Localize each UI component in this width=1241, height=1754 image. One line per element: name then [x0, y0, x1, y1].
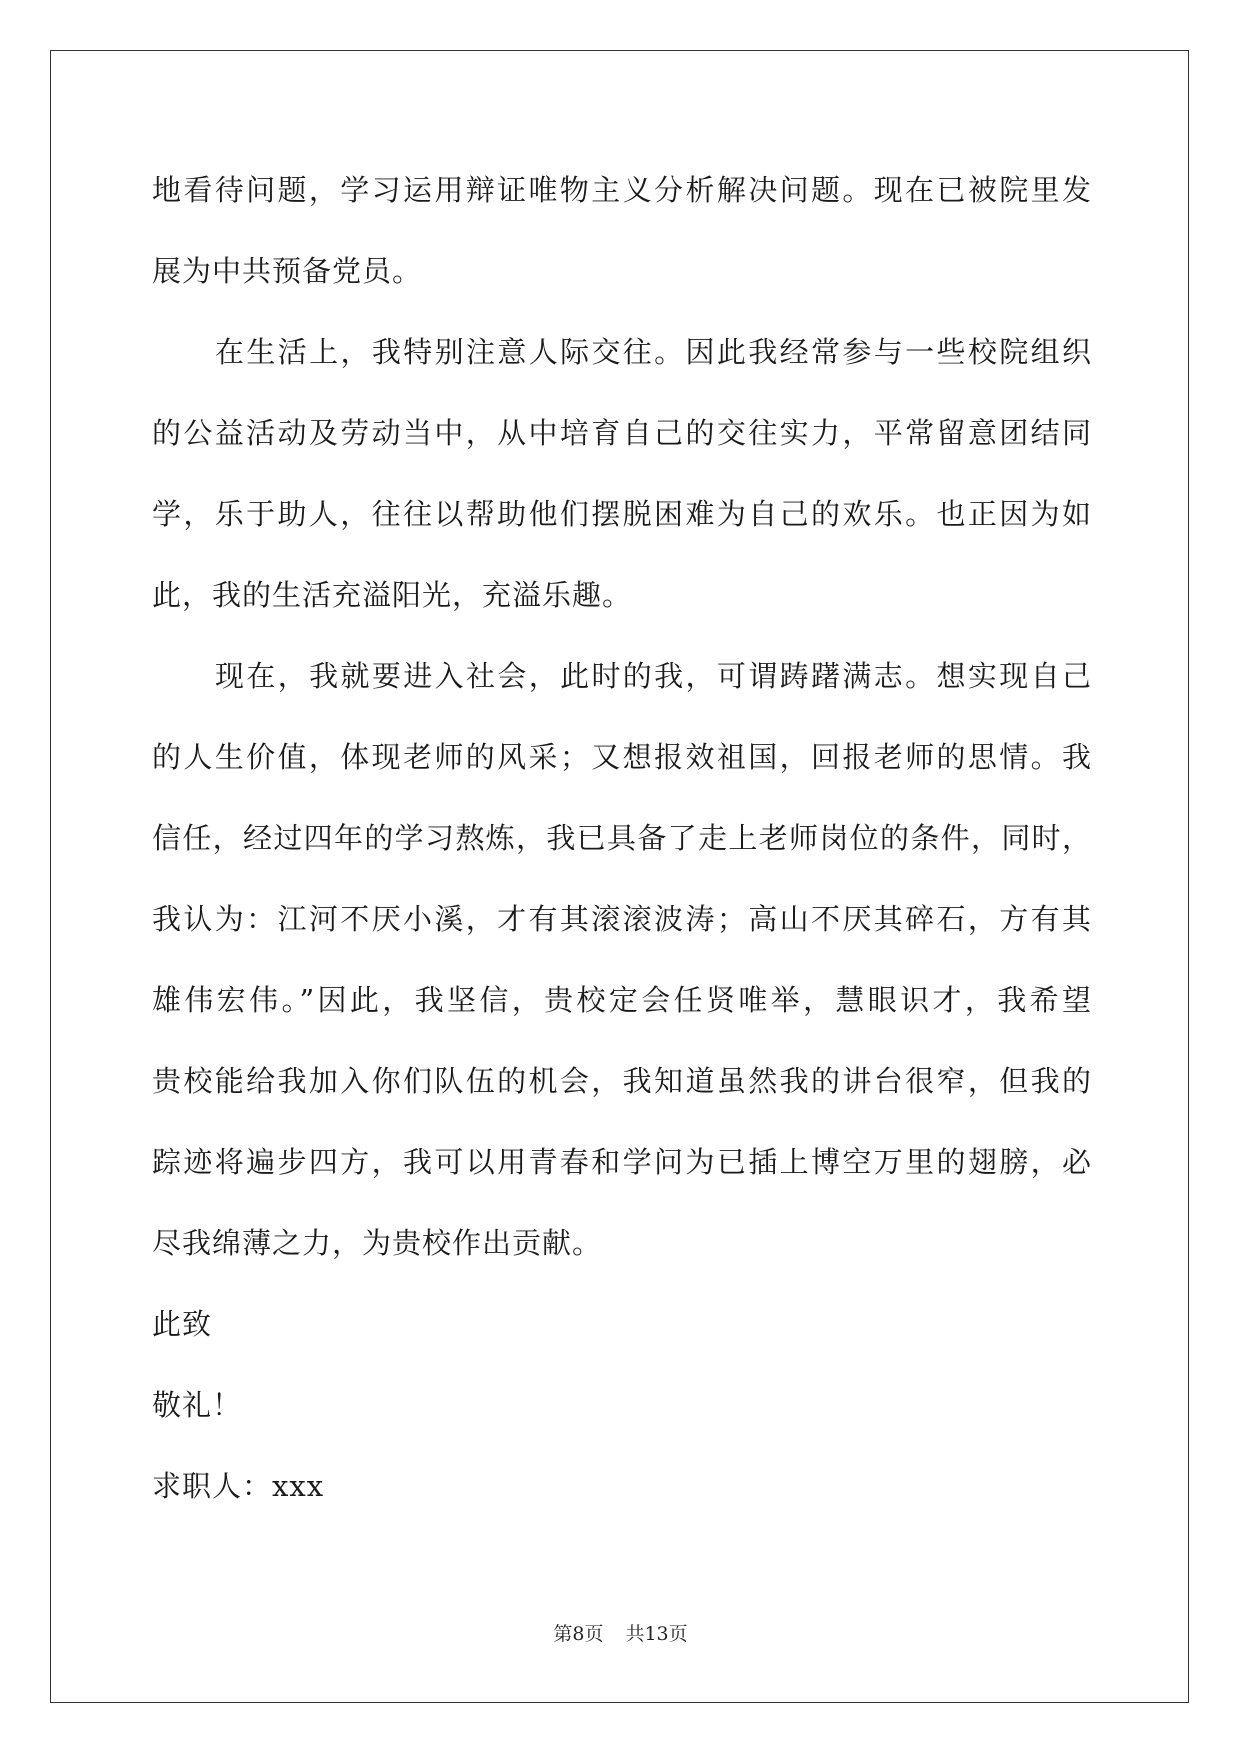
body-line-13: 踪迹将遍步四方，我可以用青春和学问为已插上博空万里的翅膀，必 [152, 1145, 1092, 1179]
body-line-10: 我认为：江河不厌小溪，才有其滚滚波涛；高山不厌其碎石，方有其 [152, 902, 1092, 936]
body-line-7: 现在，我就要进入社会，此时的我，可谓踌躇满志。想实现自己 [215, 659, 1092, 693]
body-line-8: 的人生价值，体现老师的风采；又想报效祖国，回报老师的思情。我 [152, 740, 1092, 774]
body-line-5: 学，乐于助人，往往以帮助他们摆脱困难为自己的欢乐。也正因为如 [152, 497, 1092, 531]
body-line-3: 在生活上，我特别注意人际交往。因此我经常参与一些校院组织 [215, 335, 1092, 369]
body-line-14: 尽我绵薄之力，为贵校作出贡献。 [152, 1226, 603, 1260]
letter-body [152, 160, 1092, 1537]
page-footer [0, 1622, 1241, 1646]
current-page-number: 第8页 [553, 1623, 604, 1645]
body-line-12: 贵校能给我加入你们队伍的机会，我知道虽然我的讲台很窄，但我的 [152, 1064, 1092, 1098]
closing-regards: 敬礼！ [152, 1388, 243, 1422]
body-line-6: 此，我的生活充溢阳光，充溢乐趣。 [152, 578, 633, 612]
closing-salutation: 此致 [152, 1307, 213, 1341]
body-line-11: 雄伟宏伟。”因此，我坚信，贵校定会任贤唯举，慧眼识才，我希望 [152, 983, 1092, 1017]
signature-line: 求职人：xxx [152, 1469, 325, 1503]
body-line-4: 的公益活动及劳动当中，从中培育自己的交往实力，平常留意团结同 [152, 416, 1092, 450]
total-page-count: 共13页 [625, 1623, 688, 1645]
body-line-9: 信任，经过四年的学习熬炼，我已具备了走上老师岗位的条件，同时， [152, 821, 1092, 855]
body-line-2: 展为中共预备党员。 [152, 254, 423, 288]
body-line-1: 地看待问题，学习运用辩证唯物主义分析解决问题。现在已被院里发 [152, 173, 1092, 207]
